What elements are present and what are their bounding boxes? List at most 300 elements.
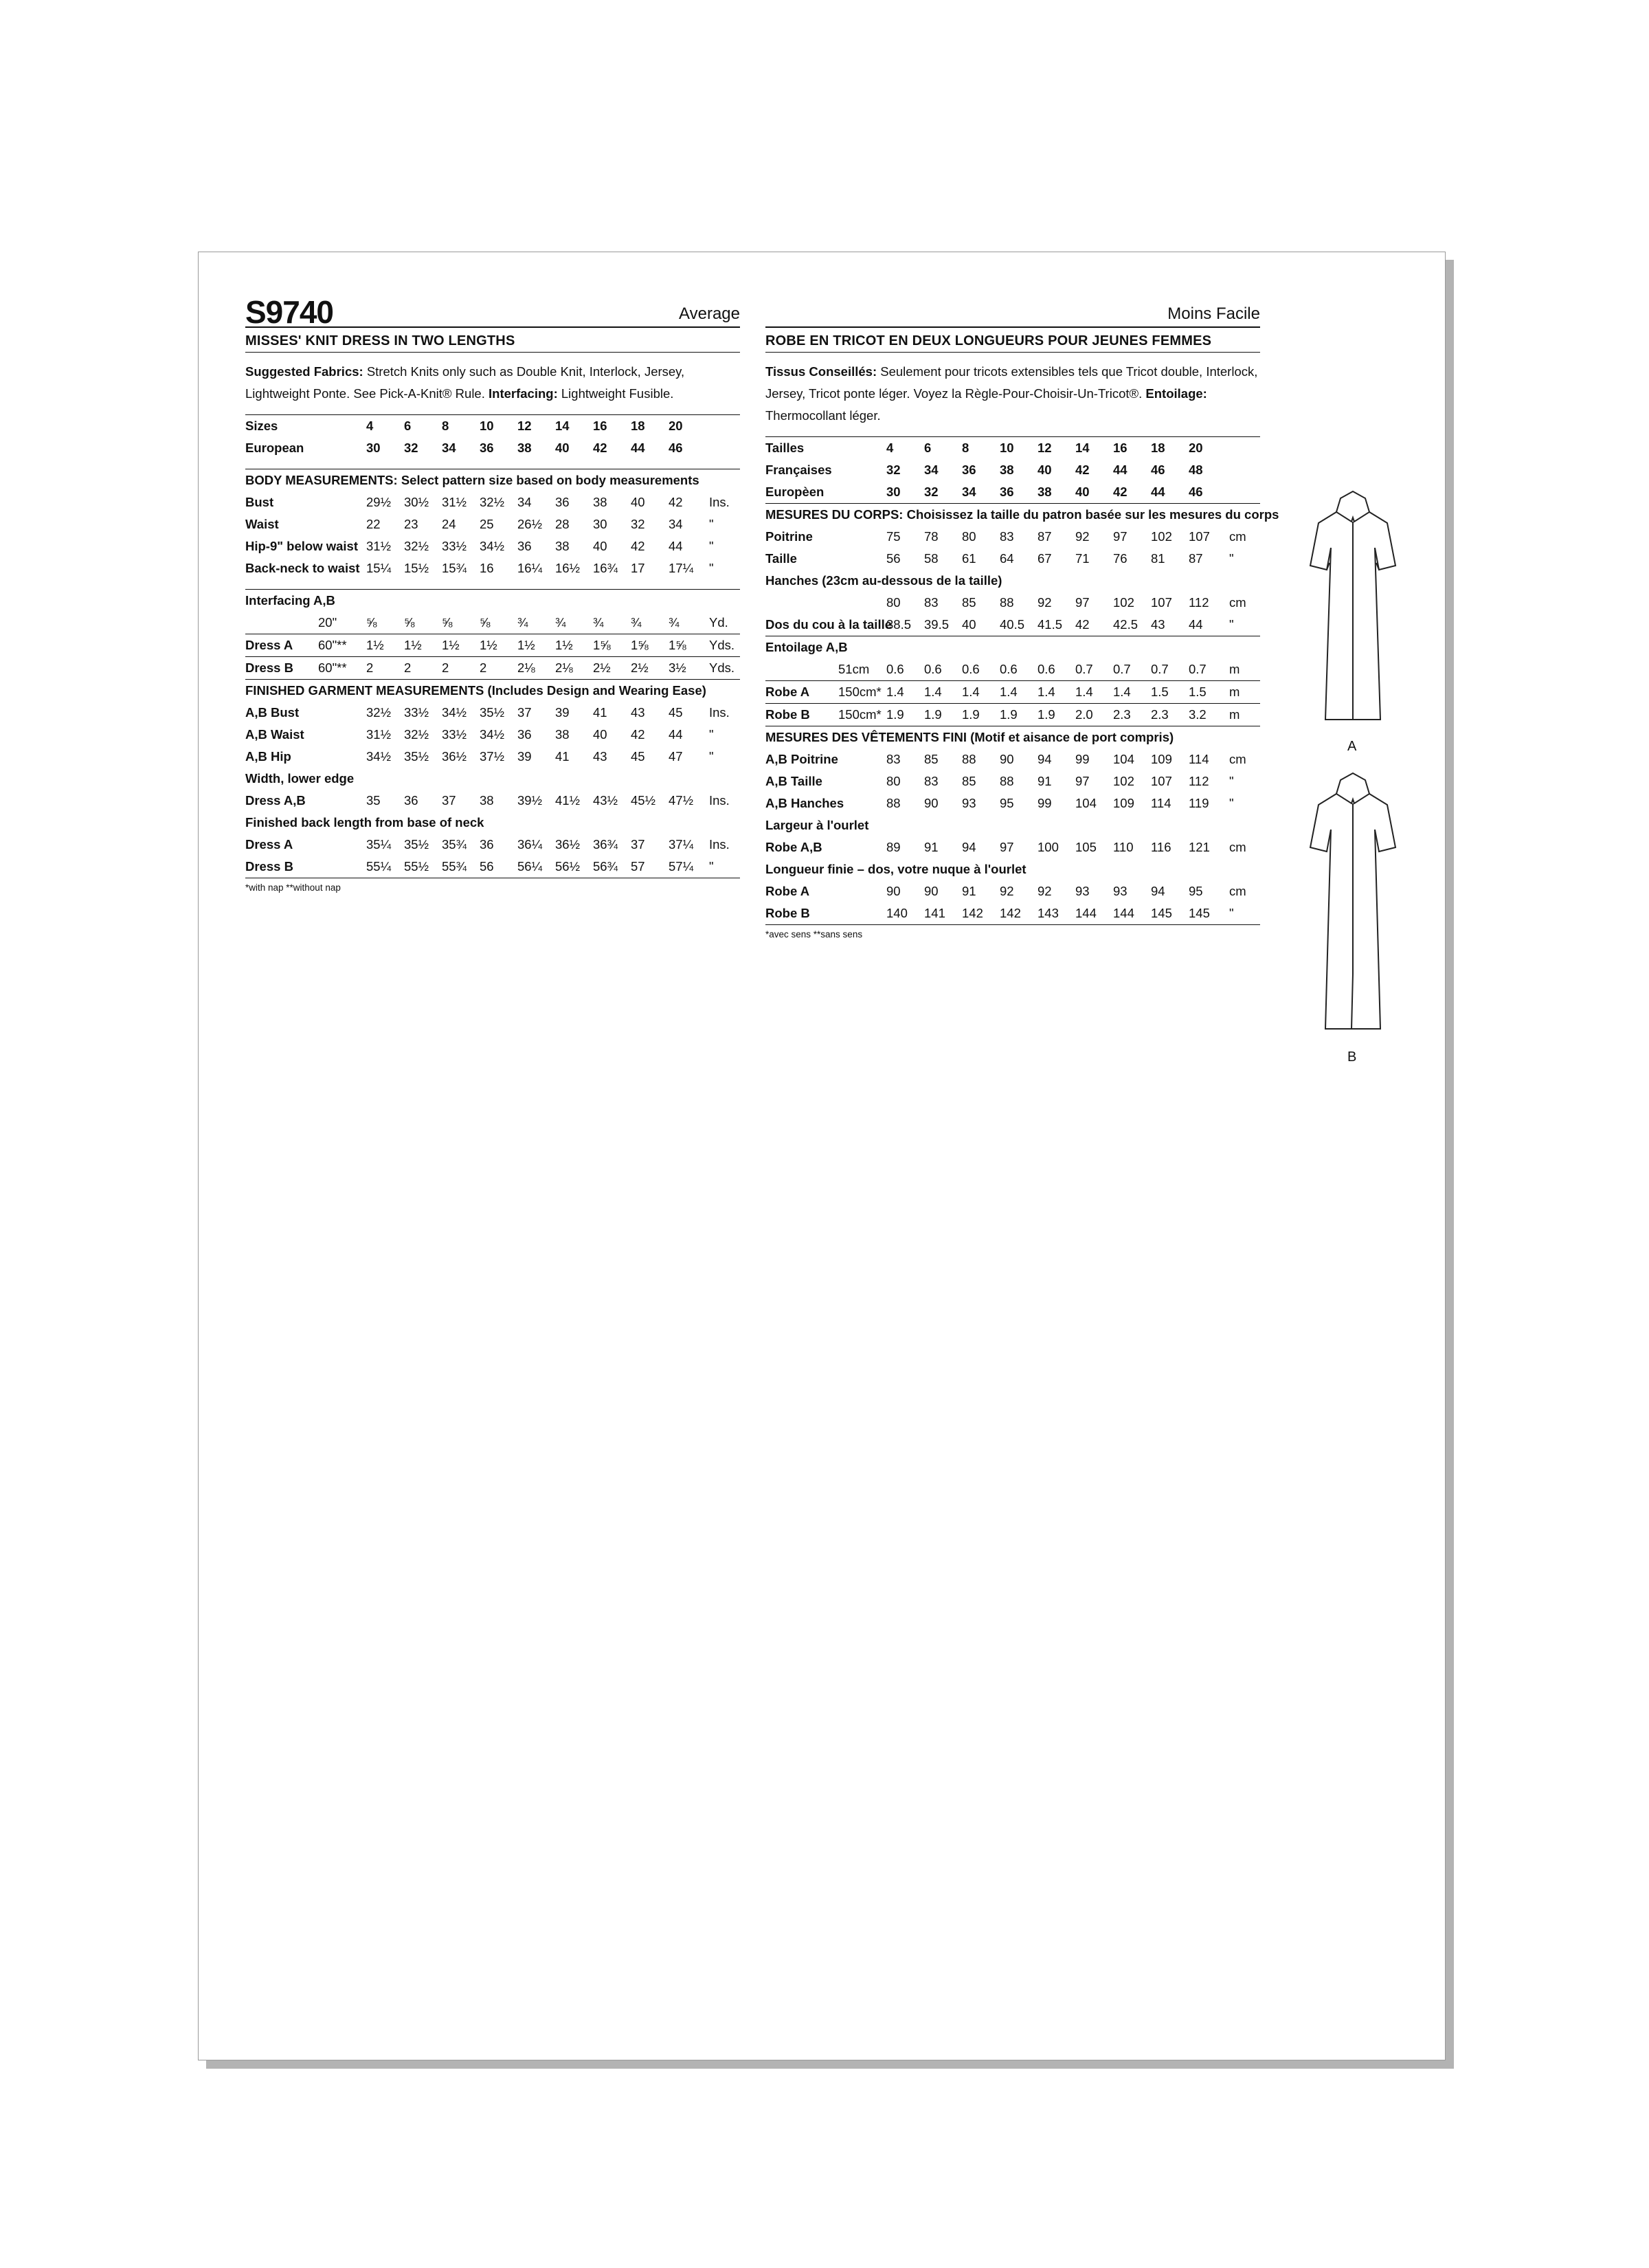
cell-value: 55¾	[442, 859, 467, 874]
cell-value: 94	[1151, 884, 1165, 898]
cell-value: 58	[924, 551, 939, 566]
cell-value: 99	[1075, 752, 1090, 766]
cell-value: 18	[1151, 441, 1165, 455]
cell-value: 41	[593, 705, 607, 720]
fabrics-text-fr: Seulement pour tricots extensibles tels que Tricot double, Interlock, Jersey, Tricot ponte léger. Voyez la Règle-Pour-Choisir-Un-Tricot®.	[765, 364, 1258, 401]
cell-value: 107	[1151, 774, 1172, 788]
cell-value: 39.5	[924, 617, 950, 632]
cell-value: 40	[1075, 485, 1090, 499]
cell-value: 0.7	[1189, 662, 1207, 676]
body-row	[765, 614, 1260, 636]
cell-value: 90	[886, 884, 901, 898]
cell-value: 36	[404, 793, 418, 808]
row-label: Dress A,B	[245, 793, 306, 808]
cell-value: 37	[517, 705, 532, 720]
fabric-width: 60"**	[318, 660, 347, 675]
cell-value: 119	[1189, 796, 1209, 810]
cell-value: 26½	[517, 517, 543, 531]
section-heading	[245, 469, 740, 492]
cell-value: 1.9	[1000, 707, 1018, 722]
cell-value: 88	[886, 796, 901, 810]
cell-value: 1½	[366, 638, 384, 652]
cell-value: 93	[1075, 884, 1090, 898]
cell-value: 107	[1151, 595, 1172, 610]
cell-value: 8	[962, 441, 969, 455]
section-heading	[245, 590, 740, 612]
unit-label: Ins.	[709, 705, 730, 720]
cell-value: 80	[886, 774, 901, 788]
cell-value: 10	[1000, 441, 1014, 455]
width-row	[765, 836, 1260, 858]
row-label: A,B Taille	[765, 774, 822, 788]
cell-value: 1.5	[1189, 685, 1207, 699]
cell-value: 40.5	[1000, 617, 1025, 632]
fabric-description-fr	[765, 361, 1260, 427]
cell-value: 41	[555, 749, 570, 764]
cell-value: 144	[1113, 906, 1134, 920]
cell-value: 36¾	[593, 837, 618, 852]
row-label: Robe A	[765, 884, 810, 898]
cell-value: 2.0	[1075, 707, 1093, 722]
cell-value: 0.7	[1151, 662, 1169, 676]
heading-text: MESURES DES VÊTEMENTS FINI (Motif et aisance de port compris)	[765, 730, 1174, 744]
cell-value: 42	[631, 539, 645, 553]
cell-value: 114	[1189, 752, 1209, 766]
row-label: Robe A	[765, 685, 810, 699]
cell-value: 35¾	[442, 837, 467, 852]
cell-value: 102	[1113, 595, 1134, 610]
cell-value: 0.6	[1037, 662, 1055, 676]
section-heading	[765, 504, 1260, 526]
francaises-row	[765, 459, 1260, 481]
cell-value: 1⅝	[593, 638, 611, 652]
unit-label: Yds.	[709, 660, 735, 675]
cell-value: 41½	[555, 793, 581, 808]
fabric-width: 150cm*	[838, 707, 882, 722]
cell-value: 89	[886, 840, 901, 854]
cell-value: 75	[886, 529, 901, 544]
interfacing-label-fr: Entoilage:	[1145, 386, 1207, 401]
sizes-row	[245, 415, 740, 438]
cell-value: 16	[593, 419, 607, 433]
cell-value: 36¼	[517, 837, 543, 852]
cell-value: 1.4	[1000, 685, 1018, 699]
cell-value: 37½	[480, 749, 505, 764]
cell-value: 143	[1037, 906, 1059, 920]
yardage-row	[765, 658, 1260, 681]
cell-value: ¾	[555, 615, 566, 630]
pattern-header	[245, 292, 740, 328]
cell-value: 87	[1189, 551, 1203, 566]
european-row	[245, 437, 740, 459]
cell-value: 95	[1189, 884, 1203, 898]
cell-value: 0.6	[1000, 662, 1018, 676]
unit-label	[709, 437, 740, 459]
cell-value: 99	[1037, 796, 1052, 810]
cell-value: 30	[886, 485, 901, 499]
cell-value: 1½	[404, 638, 422, 652]
cell-value: 34½	[480, 727, 505, 742]
cell-value: ⅝	[442, 615, 453, 630]
cell-value: 1.4	[1037, 685, 1055, 699]
pattern-header-fr	[765, 292, 1260, 328]
cell-value: 16	[480, 561, 494, 575]
cell-value: 38	[1000, 463, 1014, 477]
body-row	[765, 592, 1260, 614]
finished-row	[245, 702, 740, 724]
row-label	[765, 658, 838, 681]
cell-value: ⅝	[366, 615, 377, 630]
cell-value: 105	[1075, 840, 1097, 854]
heading-text: Interfacing A,B	[245, 593, 335, 608]
cell-value: 43½	[593, 793, 618, 808]
cell-value: 142	[1000, 906, 1021, 920]
section-heading	[765, 726, 1260, 749]
row-label: Robe A,B	[765, 840, 822, 854]
cell-value: 112	[1189, 774, 1209, 788]
cell-value: 76	[1113, 551, 1128, 566]
body-row	[765, 548, 1260, 570]
cell-value: 39½	[517, 793, 543, 808]
heading-text: MESURES DU CORPS: Choisissez la taille du patron basée sur les mesures du corps	[765, 507, 1279, 522]
cell-value: 97	[1075, 774, 1090, 788]
cell-value: 2⅛	[555, 660, 573, 675]
cell-value: 14	[555, 419, 570, 433]
cell-value: 46	[1189, 485, 1203, 499]
cell-value: 15¼	[366, 561, 392, 575]
cell-value: 38.5	[886, 617, 912, 632]
unit-label: cm	[1229, 840, 1246, 854]
cell-value: 1.9	[1037, 707, 1055, 722]
unit-label: cm	[1229, 884, 1246, 898]
cell-value: 38	[555, 539, 570, 553]
finished-row	[765, 748, 1260, 770]
cell-value: 10	[480, 419, 494, 433]
footnote: *with nap **without nap	[245, 882, 341, 893]
cell-value: 33½	[404, 705, 429, 720]
cell-value: 35½	[480, 705, 505, 720]
cell-value: 2	[404, 660, 412, 675]
cell-value: 35½	[404, 837, 429, 852]
unit-label	[1229, 437, 1260, 460]
heading-text: Largeur à l'ourlet	[765, 818, 869, 832]
cell-value: 34	[962, 485, 976, 499]
cell-value: 109	[1113, 796, 1134, 810]
cell-value: 45½	[631, 793, 656, 808]
cell-value: 47½	[669, 793, 694, 808]
cell-value: 2	[366, 660, 374, 675]
cell-value: 80	[886, 595, 901, 610]
finished-row	[765, 770, 1260, 792]
cell-value: 83	[924, 595, 939, 610]
cell-value: 1.9	[962, 707, 980, 722]
cell-value: 29½	[366, 495, 392, 509]
cell-value: 104	[1113, 752, 1134, 766]
cell-value: 35	[366, 793, 381, 808]
cell-value: 43	[631, 705, 645, 720]
cell-value: 34	[669, 517, 683, 531]
body-row	[245, 491, 740, 513]
cell-value: 93	[1113, 884, 1128, 898]
yardage-row	[245, 612, 740, 634]
unit-label: "	[1229, 551, 1234, 566]
fabrics-label: Suggested Fabrics:	[245, 364, 363, 379]
cell-value: 30	[366, 441, 381, 455]
cell-value: 36	[555, 495, 570, 509]
cell-value: 30½	[404, 495, 429, 509]
cell-value: 40	[593, 727, 607, 742]
difficulty-label-fr: Moins Facile	[1167, 304, 1260, 323]
cell-value: 36½	[555, 837, 581, 852]
cell-value: 15½	[404, 561, 429, 575]
cell-value: 25	[480, 517, 494, 531]
cell-value: 0.7	[1113, 662, 1131, 676]
section-heading	[765, 858, 1260, 880]
body-row	[245, 513, 740, 535]
pattern-number: S9740	[245, 294, 334, 330]
cell-value: 12	[517, 419, 532, 433]
cell-value: 1.4	[1075, 685, 1093, 699]
cell-value: 39	[517, 749, 532, 764]
cell-value: 37	[442, 793, 456, 808]
cell-value: 85	[962, 774, 976, 788]
section-heading	[765, 814, 1260, 836]
cell-value: 92	[1000, 884, 1014, 898]
body-row	[765, 526, 1260, 548]
cell-value: ¾	[517, 615, 528, 630]
cell-value: 85	[962, 595, 976, 610]
length-row	[765, 902, 1260, 925]
cell-value: 28	[555, 517, 570, 531]
dress-b-back-view-sketch	[1298, 768, 1408, 1043]
cell-value: 94	[962, 840, 976, 854]
cell-value: 38	[1037, 485, 1052, 499]
cell-value: 44	[1113, 463, 1128, 477]
cell-value: 57¼	[669, 859, 694, 874]
row-label: A,B Bust	[245, 705, 300, 720]
unit-label: "	[709, 749, 714, 764]
cell-value: 37	[631, 837, 645, 852]
cell-value: 35½	[404, 749, 429, 764]
cell-value: 56¾	[593, 859, 618, 874]
cell-value: 88	[1000, 774, 1014, 788]
unit-label: Ins.	[709, 837, 730, 852]
cell-value: 88	[1000, 595, 1014, 610]
fabrics-text: Stretch Knits only such as Double Knit, Interlock, Jersey, Lightweight Ponte. See Pick-A-Knit® Rule.	[245, 364, 685, 401]
unit-label: cm	[1229, 595, 1246, 610]
unit-label: Ins.	[709, 495, 730, 509]
cell-value: 32½	[404, 727, 429, 742]
row-label: Waist	[245, 517, 279, 531]
cell-value: 17¼	[669, 561, 694, 575]
row-label: Bust	[245, 495, 274, 509]
cell-value: 44	[1189, 617, 1203, 632]
width-row	[245, 790, 740, 812]
unit-label: "	[709, 561, 714, 575]
size-chart-en	[245, 414, 740, 878]
unit-label	[709, 415, 740, 438]
row-label: Europèen	[765, 485, 824, 499]
heading-text: Width, lower edge	[245, 771, 355, 786]
cell-value: 1½	[480, 638, 497, 652]
cell-value: 36	[962, 463, 976, 477]
cell-value: 47	[669, 749, 683, 764]
cell-value: 46	[1151, 463, 1165, 477]
cell-value: 31½	[366, 727, 392, 742]
cell-value: 83	[886, 752, 901, 766]
spacer-cell	[245, 579, 709, 590]
row-label: Dress B	[245, 660, 293, 675]
cell-value: 1.5	[1151, 685, 1169, 699]
cell-value: 97	[1075, 595, 1090, 610]
size-chart-fr	[765, 436, 1279, 925]
heading-text: FINISHED GARMENT MEASUREMENTS (Includes Design and Wearing Ease)	[245, 683, 706, 698]
section-heading	[245, 768, 740, 790]
cell-value: 3½	[669, 660, 686, 675]
cell-value: 100	[1037, 840, 1059, 854]
cell-value: 91	[1037, 774, 1052, 788]
cell-value: 0.6	[924, 662, 942, 676]
cell-value: 42	[631, 727, 645, 742]
cell-value: 83	[1000, 529, 1014, 544]
cell-value: 102	[1151, 529, 1172, 544]
row-label: A,B Hanches	[765, 796, 844, 810]
cell-value: 16¼	[517, 561, 543, 575]
cell-value: 33½	[442, 539, 467, 553]
cell-value: 67	[1037, 551, 1052, 566]
interfacing-text: Lightweight Fusible.	[561, 386, 674, 401]
yardage-row	[245, 657, 740, 680]
cell-value: 3.2	[1189, 707, 1207, 722]
cell-value: 48	[1189, 463, 1203, 477]
unit-label: "	[1229, 796, 1234, 810]
cell-value: 32½	[366, 705, 392, 720]
cell-value: 34	[442, 441, 456, 455]
heading-text: Hanches (23cm au-dessous de la taille)	[765, 573, 1002, 588]
footnote-fr: *avec sens **sans sens	[765, 929, 863, 940]
unit-label	[1229, 481, 1260, 504]
cell-value: 20	[669, 419, 683, 433]
cell-value: 45	[631, 749, 645, 764]
cell-value: 15¾	[442, 561, 467, 575]
cell-value: 4	[366, 419, 374, 433]
cell-value: 56	[480, 859, 494, 874]
cell-value: 42	[593, 441, 607, 455]
cell-value: 34½	[442, 705, 467, 720]
cell-value: 90	[924, 796, 939, 810]
envelope-back-page	[198, 252, 1446, 2060]
cell-value: ⅝	[404, 615, 415, 630]
cell-value: 30	[593, 517, 607, 531]
cell-value: 97	[1000, 840, 1014, 854]
cell-value: 37¼	[669, 837, 694, 852]
cell-value: 36½	[442, 749, 467, 764]
cell-value: 41.5	[1037, 617, 1063, 632]
cell-value: 40	[631, 495, 645, 509]
cell-value: 112	[1189, 595, 1209, 610]
row-label: Françaises	[765, 463, 832, 477]
cell-value: 1⅝	[669, 638, 686, 652]
cell-value: 107	[1189, 529, 1210, 544]
row-label: Dress A	[245, 638, 293, 652]
row-spacer	[245, 579, 740, 590]
heading-text: BODY MEASUREMENTS: Select pattern size based on body measurements	[245, 473, 699, 487]
body-row	[245, 535, 740, 557]
cell-value: 144	[1075, 906, 1097, 920]
cell-value: ¾	[593, 615, 604, 630]
section-heading	[245, 680, 740, 702]
yardage-row	[765, 704, 1260, 726]
cell-value: 38	[555, 727, 570, 742]
cell-value: 116	[1151, 840, 1171, 854]
cell-value: 64	[1000, 551, 1014, 566]
row-label: Dress A	[245, 837, 293, 852]
cell-value: 40	[962, 617, 976, 632]
cell-value: 18	[631, 419, 645, 433]
cell-value: ¾	[631, 615, 642, 630]
cell-value: 44	[669, 727, 683, 742]
row-label: A,B Poitrine	[765, 752, 838, 766]
cell-value: 83	[924, 774, 939, 788]
cell-value: 2⅛	[517, 660, 535, 675]
cell-value: 92	[1037, 595, 1052, 610]
cell-value: 34	[517, 495, 532, 509]
cell-value: 91	[924, 840, 939, 854]
cell-value: 2	[442, 660, 449, 675]
cell-value: 141	[924, 906, 945, 920]
unit-label	[1229, 459, 1260, 481]
cell-value: 57	[631, 859, 645, 874]
cell-value: 92	[1037, 884, 1052, 898]
cell-value: ⅝	[480, 615, 491, 630]
english-column	[245, 292, 740, 893]
cell-value: 0.6	[886, 662, 904, 676]
cell-value: 55¼	[366, 859, 392, 874]
cell-value: 32	[886, 463, 901, 477]
cell-value: 38	[480, 793, 494, 808]
cell-value: 42	[1075, 617, 1090, 632]
cell-value: 1.4	[962, 685, 980, 699]
cell-value: 1.4	[924, 685, 942, 699]
cell-value: 40	[555, 441, 570, 455]
cell-value: 12	[1037, 441, 1052, 455]
cell-value: 145	[1189, 906, 1210, 920]
cell-value: 140	[886, 906, 908, 920]
row-label: Tailles	[765, 441, 805, 455]
fabric-width: 51cm	[838, 662, 870, 676]
row-label: Hip-9" below waist	[245, 539, 358, 553]
cell-value: 1½	[442, 638, 460, 652]
cell-value: 44	[669, 539, 683, 553]
sketch-label-a: A	[1347, 739, 1357, 754]
length-row	[245, 834, 740, 856]
cell-value: 38	[593, 495, 607, 509]
cell-value: 95	[1000, 796, 1014, 810]
unit-label: "	[709, 727, 714, 742]
unit-label: "	[709, 517, 714, 531]
cell-value: 2.3	[1151, 707, 1169, 722]
cell-value: 110	[1113, 840, 1134, 854]
fabric-width: 150cm*	[838, 685, 882, 699]
cell-value: 32½	[480, 495, 505, 509]
interfacing-label: Interfacing:	[489, 386, 558, 401]
cell-value: 40	[593, 539, 607, 553]
fabric-width: 20"	[318, 615, 337, 630]
pattern-title-fr: ROBE EN TRICOT EN DEUX LONGUEURS POUR JEUNES FEMMES	[765, 328, 1260, 353]
cell-value: 93	[962, 796, 976, 810]
heading-text: Longueur finie – dos, votre nuque à l'ourlet	[765, 862, 1027, 876]
difficulty-label: Average	[679, 304, 740, 323]
